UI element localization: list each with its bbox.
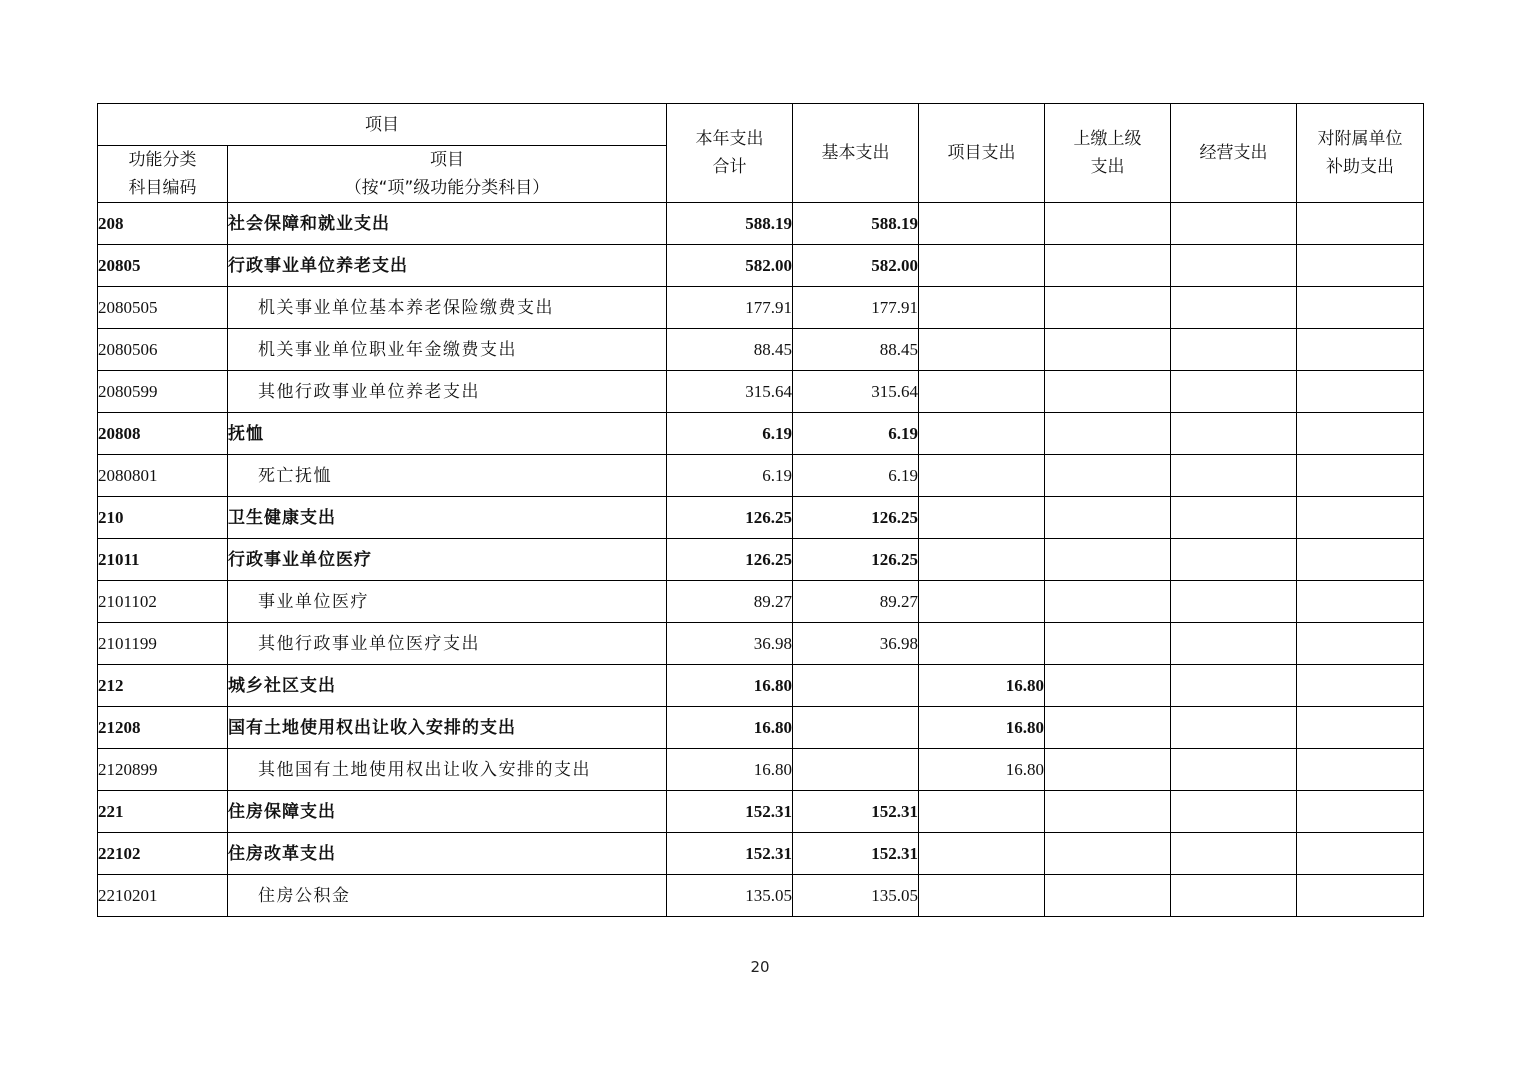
header-business	[1171, 104, 1297, 203]
table-row	[98, 833, 1424, 875]
cell-name: 其他国有土地使用权出让收入安排的支出	[228, 749, 667, 791]
table-row	[98, 497, 1424, 539]
table-row	[98, 539, 1424, 581]
header-name	[228, 146, 667, 203]
cell-business	[1171, 413, 1297, 455]
cell-code: 20805	[98, 245, 228, 287]
cell-name: 城乡社区支出	[228, 665, 667, 707]
table-row	[98, 329, 1424, 371]
cell-subsidy	[1297, 329, 1424, 371]
cell-upper	[1045, 875, 1171, 917]
header-project-line-1: 项目支出	[947, 143, 1016, 163]
cell-total: 89.27	[667, 581, 793, 623]
cell-total: 6.19	[667, 413, 793, 455]
cell-business	[1171, 581, 1297, 623]
cell-upper	[1045, 413, 1171, 455]
cell-name: 其他行政事业单位医疗支出	[228, 623, 667, 665]
header-upper-line-2: 支出	[1090, 157, 1125, 177]
cell-basic: 6.19	[793, 413, 919, 455]
header-total-line-1: 本年支出	[695, 129, 764, 149]
cell-basic	[793, 707, 919, 749]
cell-basic: 135.05	[793, 875, 919, 917]
cell-upper	[1045, 371, 1171, 413]
cell-business	[1171, 371, 1297, 413]
cell-code: 21208	[98, 707, 228, 749]
cell-total: 126.25	[667, 539, 793, 581]
table-row	[98, 287, 1424, 329]
table-row	[98, 791, 1424, 833]
cell-subsidy	[1297, 203, 1424, 245]
cell-upper	[1045, 833, 1171, 875]
cell-name: 其他行政事业单位养老支出	[228, 371, 667, 413]
cell-basic: 126.25	[793, 497, 919, 539]
cell-code: 210	[98, 497, 228, 539]
cell-basic	[793, 665, 919, 707]
header-subsidy-line-2: 补助支出	[1326, 157, 1394, 177]
cell-basic: 89.27	[793, 581, 919, 623]
header-total	[667, 104, 793, 203]
cell-business	[1171, 791, 1297, 833]
table-body	[98, 203, 1424, 917]
cell-code: 221	[98, 791, 228, 833]
cell-business	[1171, 329, 1297, 371]
header-basic-line-1: 基本支出	[821, 143, 890, 163]
cell-code: 208	[98, 203, 228, 245]
header-subsidy	[1297, 104, 1424, 203]
cell-subsidy	[1297, 581, 1424, 623]
cell-project	[919, 539, 1045, 581]
expenditure-table	[97, 103, 1424, 917]
cell-name: 住房改革支出	[228, 833, 667, 875]
cell-code: 2080505	[98, 287, 228, 329]
table-row	[98, 707, 1424, 749]
header-project-group: 项目	[98, 104, 667, 146]
cell-basic: 177.91	[793, 287, 919, 329]
cell-business	[1171, 455, 1297, 497]
header-upper	[1045, 104, 1171, 203]
page-number: 20	[750, 958, 770, 976]
cell-basic: 152.31	[793, 791, 919, 833]
cell-project: 16.80	[919, 707, 1045, 749]
cell-subsidy	[1297, 539, 1424, 581]
cell-subsidy	[1297, 287, 1424, 329]
cell-business	[1171, 707, 1297, 749]
header-subsidy-line-1: 对附属单位	[1317, 129, 1403, 149]
cell-business	[1171, 245, 1297, 287]
cell-upper	[1045, 623, 1171, 665]
cell-name: 事业单位医疗	[228, 581, 667, 623]
cell-total: 152.31	[667, 833, 793, 875]
cell-project: 16.80	[919, 665, 1045, 707]
header-upper-line-1: 上缴上级	[1073, 129, 1142, 149]
table-row	[98, 245, 1424, 287]
cell-subsidy	[1297, 371, 1424, 413]
cell-total: 582.00	[667, 245, 793, 287]
cell-code: 2101199	[98, 623, 228, 665]
cell-name: 住房公积金	[228, 875, 667, 917]
cell-total: 588.19	[667, 203, 793, 245]
cell-project	[919, 623, 1045, 665]
cell-business	[1171, 749, 1297, 791]
table-row	[98, 749, 1424, 791]
cell-business	[1171, 203, 1297, 245]
cell-code: 22102	[98, 833, 228, 875]
cell-project	[919, 203, 1045, 245]
cell-project	[919, 413, 1045, 455]
table-row	[98, 665, 1424, 707]
cell-code: 20808	[98, 413, 228, 455]
cell-subsidy	[1297, 623, 1424, 665]
cell-subsidy	[1297, 245, 1424, 287]
header-total-line-2: 合计	[712, 157, 747, 177]
table-row	[98, 581, 1424, 623]
cell-basic: 126.25	[793, 539, 919, 581]
header-name-line-1: 项目	[430, 150, 464, 170]
cell-project	[919, 287, 1045, 329]
cell-code: 2080801	[98, 455, 228, 497]
cell-upper	[1045, 203, 1171, 245]
cell-project	[919, 791, 1045, 833]
cell-project: 16.80	[919, 749, 1045, 791]
header-basic	[793, 104, 919, 203]
cell-project	[919, 371, 1045, 413]
table-row	[98, 623, 1424, 665]
cell-upper	[1045, 581, 1171, 623]
table-row	[98, 413, 1424, 455]
cell-code: 2120899	[98, 749, 228, 791]
cell-name: 死亡抚恤	[228, 455, 667, 497]
table-row	[98, 371, 1424, 413]
header-code-line-2: 科目编码	[128, 178, 197, 198]
cell-code: 2080506	[98, 329, 228, 371]
cell-business	[1171, 623, 1297, 665]
cell-subsidy	[1297, 413, 1424, 455]
cell-total: 152.31	[667, 791, 793, 833]
cell-total: 177.91	[667, 287, 793, 329]
cell-basic: 152.31	[793, 833, 919, 875]
cell-name: 行政事业单位养老支出	[228, 245, 667, 287]
cell-name: 社会保障和就业支出	[228, 203, 667, 245]
cell-name: 机关事业单位基本养老保险缴费支出	[228, 287, 667, 329]
cell-name: 国有土地使用权出让收入安排的支出	[228, 707, 667, 749]
cell-project	[919, 581, 1045, 623]
cell-subsidy	[1297, 749, 1424, 791]
header-code	[98, 146, 228, 203]
cell-total: 88.45	[667, 329, 793, 371]
cell-business	[1171, 497, 1297, 539]
cell-upper	[1045, 707, 1171, 749]
cell-subsidy	[1297, 833, 1424, 875]
cell-code: 2080599	[98, 371, 228, 413]
cell-name: 卫生健康支出	[228, 497, 667, 539]
cell-upper	[1045, 791, 1171, 833]
cell-basic: 36.98	[793, 623, 919, 665]
cell-upper	[1045, 245, 1171, 287]
header-project	[919, 104, 1045, 203]
cell-subsidy	[1297, 497, 1424, 539]
header-name-line-2: （按“项”级功能分类科目）	[344, 178, 550, 198]
cell-project	[919, 833, 1045, 875]
cell-subsidy	[1297, 665, 1424, 707]
cell-project	[919, 497, 1045, 539]
cell-upper	[1045, 749, 1171, 791]
cell-name: 机关事业单位职业年金缴费支出	[228, 329, 667, 371]
cell-business	[1171, 287, 1297, 329]
cell-total: 315.64	[667, 371, 793, 413]
table-row	[98, 455, 1424, 497]
cell-upper	[1045, 665, 1171, 707]
cell-name: 行政事业单位医疗	[228, 539, 667, 581]
table-row	[98, 203, 1424, 245]
cell-project	[919, 455, 1045, 497]
header-business-line-1: 经营支出	[1199, 143, 1268, 163]
cell-basic: 582.00	[793, 245, 919, 287]
cell-project	[919, 245, 1045, 287]
cell-total: 126.25	[667, 497, 793, 539]
cell-subsidy	[1297, 455, 1424, 497]
table-row	[98, 875, 1424, 917]
cell-basic	[793, 749, 919, 791]
cell-code: 212	[98, 665, 228, 707]
cell-project	[919, 875, 1045, 917]
cell-business	[1171, 539, 1297, 581]
cell-upper	[1045, 329, 1171, 371]
cell-upper	[1045, 497, 1171, 539]
cell-name: 抚恤	[228, 413, 667, 455]
cell-business	[1171, 665, 1297, 707]
cell-subsidy	[1297, 707, 1424, 749]
cell-total: 16.80	[667, 707, 793, 749]
header-code-line-1: 功能分类	[128, 150, 197, 170]
cell-upper	[1045, 287, 1171, 329]
cell-subsidy	[1297, 791, 1424, 833]
cell-total: 16.80	[667, 749, 793, 791]
cell-code: 2101102	[98, 581, 228, 623]
cell-name: 住房保障支出	[228, 791, 667, 833]
cell-basic: 88.45	[793, 329, 919, 371]
cell-basic: 315.64	[793, 371, 919, 413]
cell-code: 2210201	[98, 875, 228, 917]
cell-subsidy	[1297, 875, 1424, 917]
cell-total: 6.19	[667, 455, 793, 497]
cell-basic: 588.19	[793, 203, 919, 245]
cell-project	[919, 329, 1045, 371]
cell-business	[1171, 833, 1297, 875]
cell-total: 135.05	[667, 875, 793, 917]
cell-code: 21011	[98, 539, 228, 581]
cell-business	[1171, 875, 1297, 917]
cell-total: 16.80	[667, 665, 793, 707]
cell-upper	[1045, 455, 1171, 497]
cell-basic: 6.19	[793, 455, 919, 497]
cell-total: 36.98	[667, 623, 793, 665]
cell-upper	[1045, 539, 1171, 581]
